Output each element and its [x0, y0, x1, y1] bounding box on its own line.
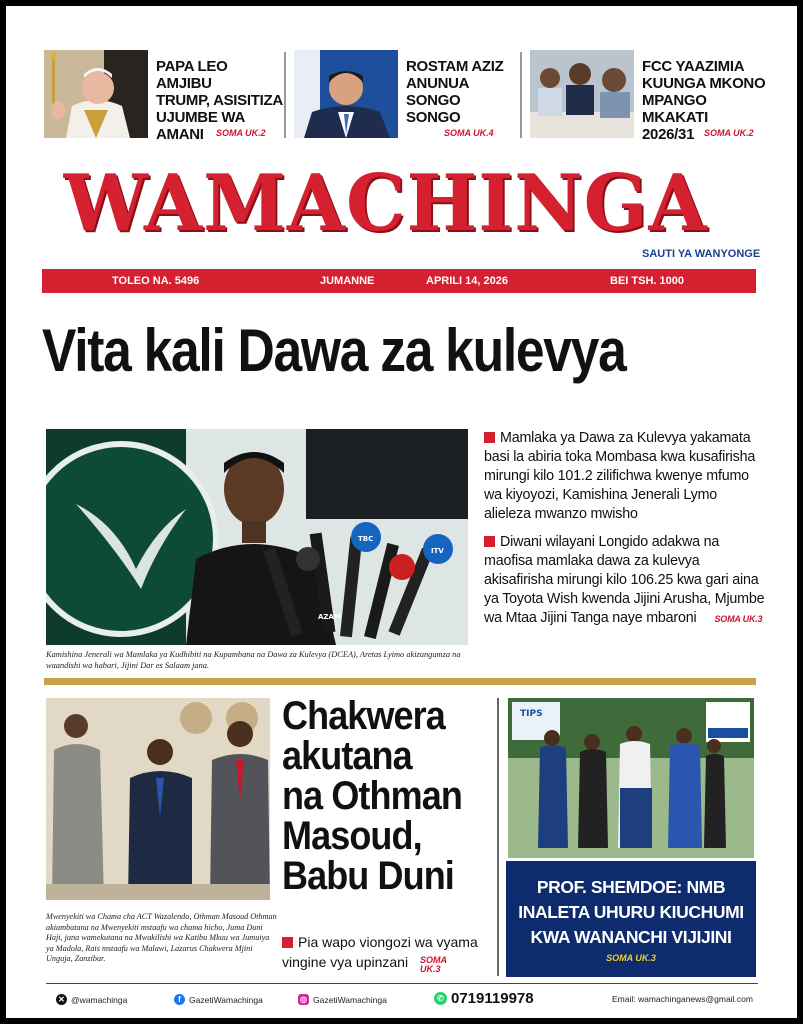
main-story-photo: [46, 429, 468, 645]
footer-facebook[interactable]: [174, 994, 263, 1005]
x-icon: ✕: [56, 994, 67, 1005]
chakwera-headline-line: Chakwera: [282, 694, 445, 738]
teaser-rostam-photo: [294, 50, 398, 138]
section-divider: [44, 678, 756, 685]
nmb-sign-text: TIPS: [520, 709, 543, 719]
teaser-divider: [284, 52, 286, 138]
chakwera-bullet-text: Pia wapo viongozi wa vyama vingine vya upinzani: [282, 934, 478, 970]
bullet-text: Diwani wilayani Longido adakwa na maofisa mamlaka dawa za kulevya akisafirisha mirungi kilo 106.25 kwa gari aina ya Toyota Wish kwenda Jijini Arusha, Mjumbe wa Mtaa Jijini Tanga naye mbaroni: [484, 534, 765, 626]
column-divider: [497, 698, 499, 976]
mic-label-azam: AZAM: [318, 613, 341, 621]
bullet-square-icon: [484, 536, 495, 547]
chakwera-soma[interactable]: SOMA UK.3: [420, 955, 447, 974]
nmb-headline-line: KWA WANANCHI VIJIJINI: [530, 927, 732, 947]
chakwera-bullet: [282, 932, 492, 972]
teaser-pope-photo: [44, 50, 148, 138]
footer-phone[interactable]: [434, 990, 534, 1007]
bullet-square-icon: [484, 432, 495, 443]
issue-date: APRILI 14, 2026: [426, 275, 508, 287]
footer-email[interactable]: Email: wamachinganews@gmail.com: [612, 994, 753, 1004]
chakwera-headline-line: Masoud,: [282, 814, 422, 858]
teaser-fcc-line: KUUNGA MKONO: [642, 75, 766, 92]
teaser-pope-line: UJUMBE WA: [156, 109, 245, 126]
chakwera-headline-line: Babu Duni: [282, 854, 454, 898]
bullet-square-icon: [282, 937, 293, 948]
issue-bar: [42, 269, 756, 293]
teaser-pope-line: AMANI: [156, 126, 204, 143]
teaser-pope-line: TRUMP, ASISITIZA: [156, 92, 283, 109]
footer-facebook-handle: GazetiWamachinga: [189, 994, 263, 1005]
mic-label-tbc: TBC: [358, 535, 374, 543]
footer: [46, 988, 758, 1014]
footer-phone-number: 0719119978: [451, 990, 534, 1007]
teaser-pope-line: PAPA LEO AMJIBU: [156, 58, 228, 92]
chakwera-headline[interactable]: [282, 696, 476, 896]
footer-instagram[interactable]: [298, 994, 387, 1005]
teaser-rostam-line: ANUNUA SONGO: [406, 75, 469, 109]
chakwera-headline-line: akutana: [282, 734, 412, 778]
masthead-title[interactable]: WAMACHINGA: [63, 158, 708, 249]
teaser-fcc-soma[interactable]: SOMA UK.2: [704, 128, 754, 138]
teaser-rostam[interactable]: [294, 50, 524, 146]
main-photo-caption: Kamishina Jenerali wa Mamlaka ya Kudhibiti na Kupambana na Dawa za Kulevya (DCEA), Aretas Lyimo akizungumza na waandishi wa habari, Jijini Dar es Salaam jana.: [46, 650, 461, 670]
issue-number: TOLEO NA. 5496: [112, 275, 200, 287]
teaser-fcc-line: FCC YAAZIMIA: [642, 58, 745, 75]
issue-price: BEI TSH. 1000: [610, 275, 684, 287]
teaser-pope-soma[interactable]: SOMA UK.2: [216, 128, 266, 138]
footer-x[interactable]: [56, 994, 127, 1005]
newspaper-front-page: [6, 6, 797, 1018]
teaser-rostam-soma[interactable]: SOMA UK.4: [444, 128, 494, 138]
teaser-fcc-line: 2026/31: [642, 126, 695, 143]
teaser-rostam-title: [406, 58, 522, 126]
teaser-fcc[interactable]: [530, 50, 766, 146]
footer-divider: [46, 983, 758, 984]
teaser-fcc-line: MPANGO MKAKATI: [642, 92, 708, 126]
instagram-icon: ◎: [298, 994, 309, 1005]
main-headline[interactable]: Vita kali Dawa za kulevya: [42, 317, 626, 384]
footer-instagram-handle: GazetiWamachinga: [313, 994, 387, 1005]
nmb-photo: [508, 698, 754, 858]
teaser-pope[interactable]: [44, 50, 284, 146]
nmb-promo-box[interactable]: [506, 861, 756, 977]
teaser-divider: [520, 52, 522, 138]
main-story-bullets: [484, 429, 766, 638]
bullet-text: Mamlaka ya Dawa za Kulevya yakamata basi la abiria toka Mombasa kwa kusafirisha mirungi kilo 101.2 zilifichwa kwenye mfumo wa kiyoyozi, Kamishina Jenerali Lymo alieleza mwanzo mwisho: [484, 430, 756, 522]
teaser-rostam-line: ROSTAM AZIZ: [406, 58, 504, 75]
masthead-tagline: SAUTI YA WANYONGE: [642, 248, 761, 260]
chakwera-headline-line: na Othman: [282, 774, 462, 818]
nmb-soma[interactable]: SOMA UK.3: [606, 953, 656, 963]
chakwera-caption: Mwenyekiti wa Chama cha ACT Wazalendo, Othman Masoud Othman akiambatana na Mwenyekiti mstaafu wa chama hicho, Juma Duni Haji, jana wamekutana na Mwakilishi wa Katibu Mkuu wa Jumuiya ya Madola, Rais mstaafu wa Malawi, Lazarus Chakwera Mjini Unguja, Zanzibar.: [46, 912, 277, 963]
nmb-headline-line: PROF. SHEMDOE: NMB: [536, 877, 726, 897]
teaser-rostam-line: SONGO: [406, 109, 461, 126]
nmb-headline-line: INALETA UHURU KIUCHUMI: [518, 902, 744, 922]
mic-label-itv: ITV: [431, 547, 444, 555]
bullet-item: [484, 429, 766, 524]
whatsapp-icon: ✆: [434, 992, 447, 1005]
facebook-icon: f: [174, 994, 185, 1005]
nmb-headline: [506, 875, 756, 950]
footer-x-handle: @wamachinga: [71, 994, 128, 1005]
issue-day: JUMANNE: [320, 275, 375, 287]
teaser-fcc-photo: [530, 50, 634, 138]
bullets-soma[interactable]: SOMA UK.3: [714, 614, 763, 624]
chakwera-photo: [46, 698, 270, 900]
bullet-item: [484, 533, 766, 629]
